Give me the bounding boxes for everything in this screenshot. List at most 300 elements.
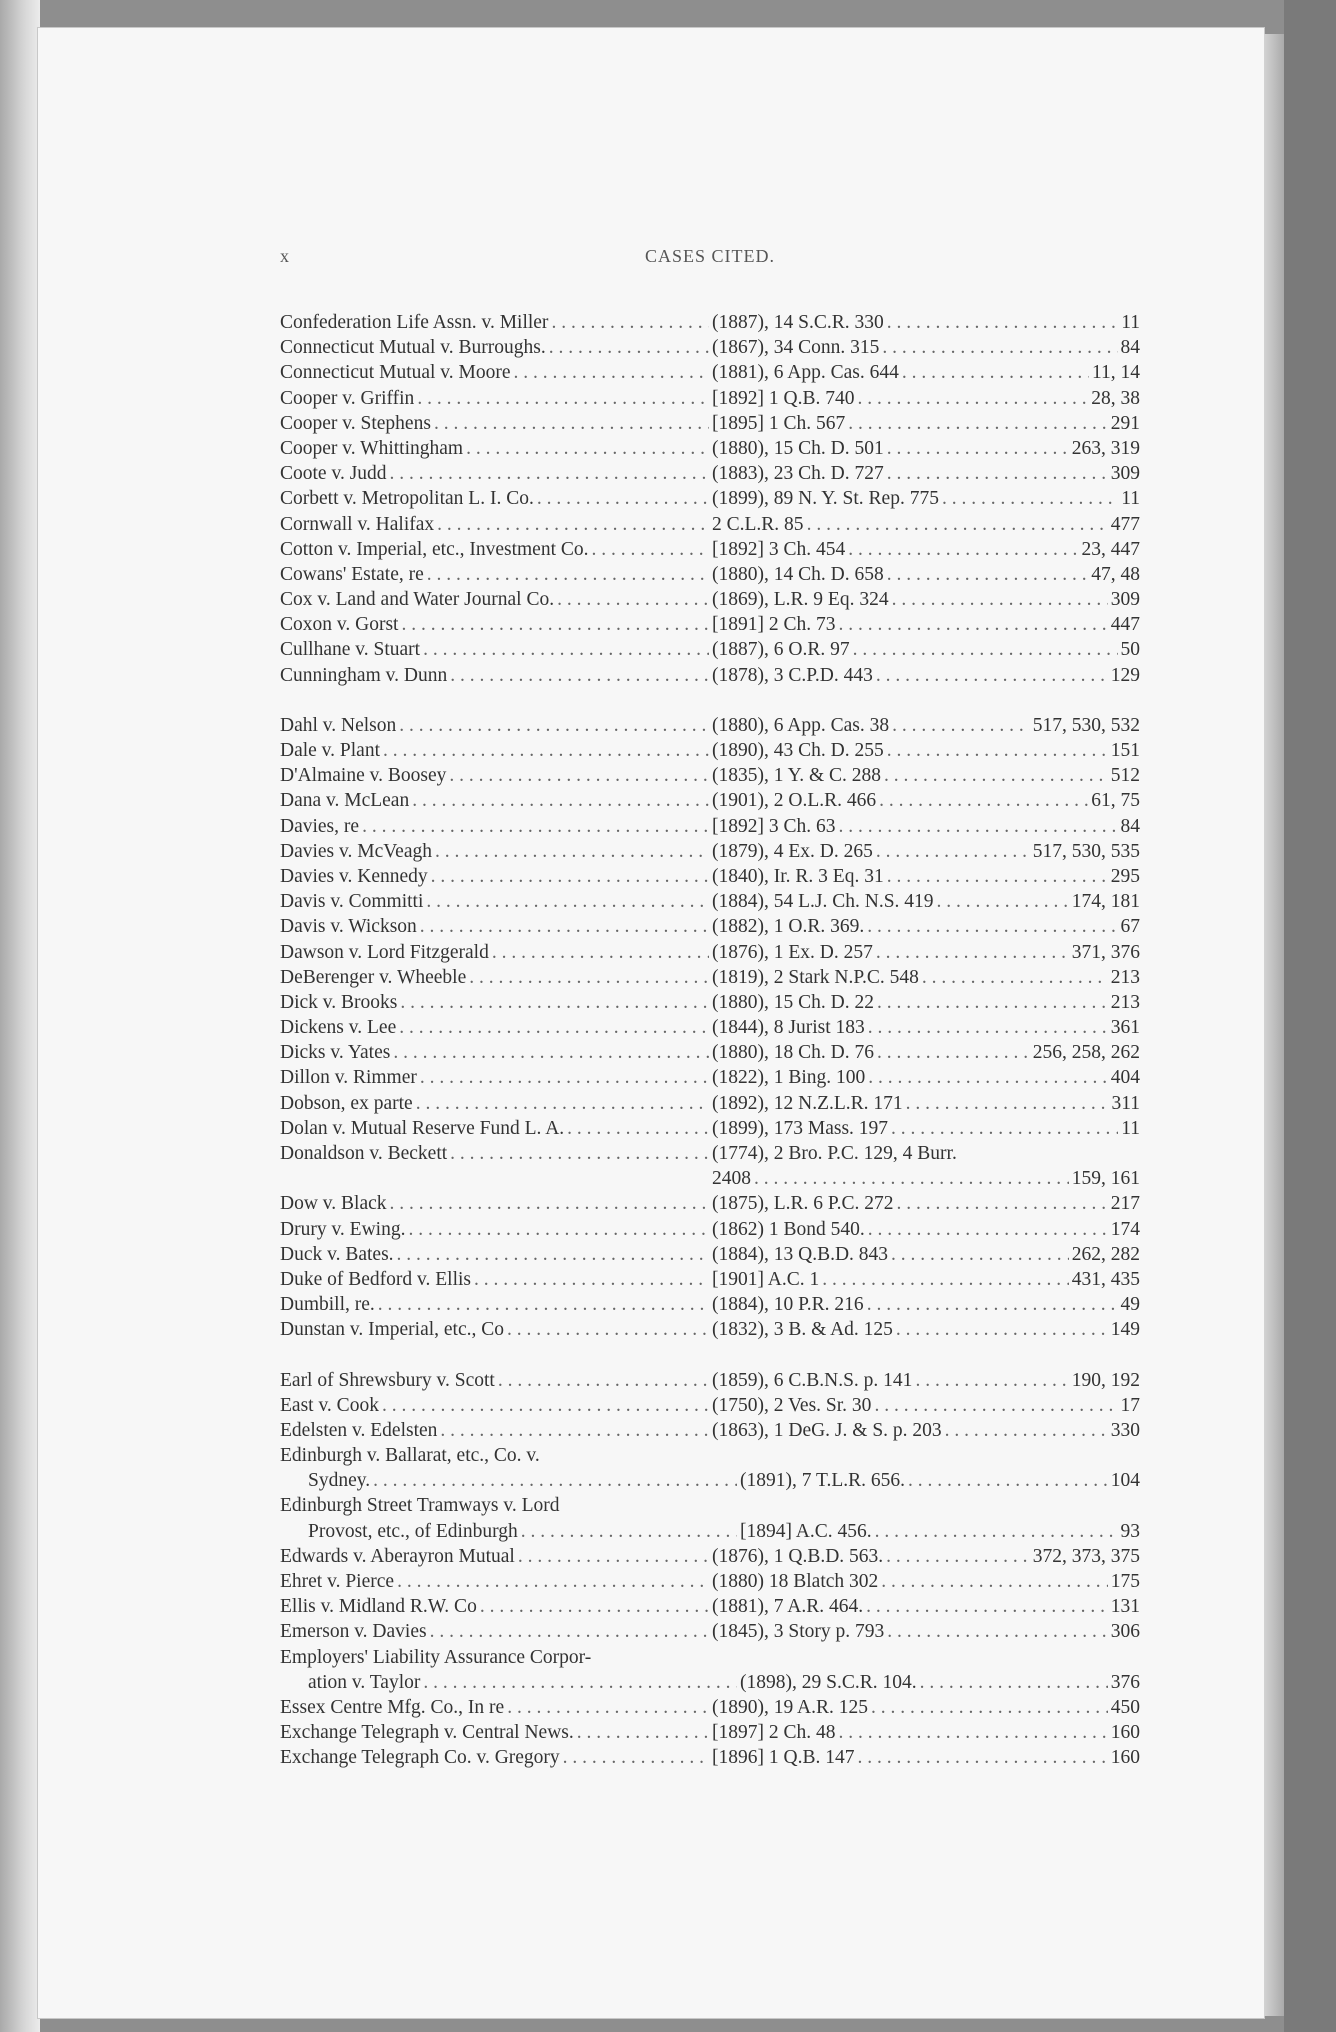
citation: (1876), 1 Ex. D. 257 bbox=[712, 941, 873, 963]
citation: [1892] 3 Ch. 454 bbox=[712, 538, 846, 560]
case-name: Dillon v. Rimmer bbox=[280, 1067, 417, 1089]
citation-column bbox=[712, 1116, 1121, 1141]
leader-dots bbox=[875, 1519, 1118, 1544]
case-name: Duck v. Bates. bbox=[280, 1243, 394, 1265]
citation-column bbox=[712, 1569, 1111, 1594]
citation: (1774), 2 Bro. P.C. 129, 4 Burr. bbox=[712, 1143, 957, 1164]
leader-dots bbox=[521, 1519, 737, 1544]
case-name: Corbett v. Metropolitan L. I. Co. bbox=[280, 488, 534, 510]
case-name: Provost, etc., of Edinburgh bbox=[308, 1520, 518, 1542]
citation: (1892), 12 N.Z.L.R. 171 bbox=[712, 1092, 903, 1114]
citation: (1869), L.R. 9 Eq. 324 bbox=[712, 589, 889, 611]
citation: [1896] 1 Q.B. 147 bbox=[712, 1747, 855, 1769]
leader-dots bbox=[400, 990, 709, 1015]
page-references: 28, 38 bbox=[1091, 387, 1140, 409]
page-references: 217 bbox=[1110, 1193, 1140, 1215]
case-name-column bbox=[280, 1040, 712, 1065]
leader-dots bbox=[871, 1695, 1108, 1720]
page-references: 376 bbox=[1110, 1671, 1140, 1693]
page-references: 263, 319 bbox=[1071, 437, 1140, 459]
leader-dots bbox=[807, 512, 1108, 537]
leader-dots bbox=[549, 335, 709, 360]
case-name-column bbox=[280, 965, 712, 990]
leader-dots bbox=[393, 1040, 709, 1065]
case-entry bbox=[280, 1645, 1140, 1670]
case-name-column bbox=[280, 1368, 712, 1393]
case-name: Davis v. Committi bbox=[280, 891, 424, 913]
case-name-column bbox=[280, 1468, 740, 1493]
case-name: Dawson v. Lord Fitzgerald bbox=[280, 941, 489, 963]
citation: (1863), 1 DeG. J. & S. p. 203 bbox=[712, 1419, 942, 1441]
page-references: 11 bbox=[1121, 312, 1140, 333]
case-name-column bbox=[280, 1695, 712, 1720]
case-entry bbox=[280, 763, 1140, 788]
citation: (1882), 1 O.R. 369. bbox=[712, 916, 865, 938]
case-name-column bbox=[280, 864, 712, 889]
case-entry bbox=[280, 386, 1140, 411]
case-name: Ehret v. Pierce bbox=[280, 1571, 395, 1592]
leader-dots bbox=[383, 738, 709, 763]
case-name: Dahl v. Nelson bbox=[280, 714, 397, 736]
leader-dots bbox=[563, 1745, 709, 1770]
case-name-column bbox=[280, 562, 712, 587]
leader-dots bbox=[518, 1544, 709, 1569]
citation: (1880), 15 Ch. D. 22 bbox=[712, 991, 874, 1013]
leader-dots bbox=[567, 1116, 709, 1141]
case-name: Cooper v. Griffin bbox=[280, 387, 415, 409]
leader-dots bbox=[492, 940, 709, 965]
case-name-column bbox=[280, 1393, 712, 1418]
page-references: 213 bbox=[1110, 966, 1140, 988]
citation-column bbox=[712, 310, 1121, 335]
page-references: 49 bbox=[1120, 1294, 1140, 1316]
citation: (1899), 89 N. Y. St. Rep. 775 bbox=[712, 488, 939, 510]
leader-dots bbox=[822, 1267, 1069, 1292]
citation: (1862) 1 Bond 540. bbox=[712, 1218, 865, 1240]
leader-dots bbox=[373, 1468, 737, 1493]
citation: (1890), 43 Ch. D. 255 bbox=[712, 740, 884, 761]
citation: (1878), 3 C.P.D. 443 bbox=[712, 664, 873, 686]
citation: (1750), 2 Ves. Sr. 30 bbox=[712, 1394, 872, 1416]
citation: [1891] 2 Ch. 73 bbox=[712, 614, 836, 636]
case-name: Davis v. Wickson bbox=[280, 916, 417, 938]
citation: (1875), L.R. 6 P.C. 272 bbox=[712, 1193, 894, 1215]
scan-left-margin bbox=[0, 0, 40, 2032]
leader-dots bbox=[922, 965, 1108, 990]
case-entry bbox=[280, 889, 1140, 914]
citation-column bbox=[712, 360, 1092, 385]
leader-dots bbox=[839, 1720, 1108, 1745]
case-entry bbox=[280, 637, 1140, 662]
case-entry bbox=[280, 1091, 1140, 1116]
case-name-column bbox=[280, 1267, 712, 1292]
case-name-column bbox=[280, 940, 712, 965]
citation: (1879), 4 Ex. D. 265 bbox=[712, 840, 873, 862]
page-references: 175 bbox=[1110, 1571, 1140, 1592]
leader-dots bbox=[754, 1166, 1069, 1191]
case-entry bbox=[280, 1191, 1140, 1216]
page-references: 295 bbox=[1110, 865, 1140, 887]
leader-dots bbox=[397, 1242, 709, 1267]
leader-dots bbox=[557, 587, 709, 612]
leader-dots bbox=[537, 486, 709, 511]
case-name: Dow v. Black bbox=[280, 1193, 387, 1215]
case-name: Coxon v. Gorst bbox=[280, 614, 399, 636]
page-references: 23, 447 bbox=[1081, 538, 1140, 560]
citation-column bbox=[712, 965, 1111, 990]
leader-dots bbox=[881, 1569, 1107, 1594]
case-entry bbox=[280, 512, 1140, 537]
citation-column bbox=[712, 411, 1111, 436]
case-entry bbox=[280, 663, 1140, 688]
page-references: 131 bbox=[1110, 1596, 1140, 1618]
leader-dots bbox=[848, 537, 1078, 562]
case-entry bbox=[280, 1040, 1140, 1065]
page-references: 371, 376 bbox=[1071, 941, 1140, 963]
case-name-column bbox=[280, 1065, 712, 1090]
case-entry bbox=[280, 1317, 1140, 1342]
case-entry bbox=[280, 612, 1140, 637]
case-name: Dickens v. Lee bbox=[280, 1017, 397, 1039]
citation-column bbox=[712, 436, 1072, 461]
leader-dots bbox=[416, 1091, 709, 1116]
case-name-column bbox=[280, 310, 712, 335]
case-entry bbox=[280, 839, 1140, 864]
case-entry bbox=[280, 788, 1140, 813]
case-name: D'Almaine v. Boosey bbox=[280, 765, 447, 787]
case-name: Edinburgh v. Ballarat, etc., Co. v. bbox=[280, 1445, 540, 1467]
page-references: 477 bbox=[1110, 513, 1140, 535]
leader-dots bbox=[839, 814, 1118, 839]
page-references: 160 bbox=[1110, 1747, 1140, 1769]
leader-dots bbox=[868, 1065, 1107, 1090]
leader-dots bbox=[876, 663, 1108, 688]
leader-dots bbox=[408, 1217, 709, 1242]
case-name: Edinburgh Street Tramways v. Lord bbox=[280, 1495, 560, 1517]
page-references: 517, 530, 532 bbox=[1032, 714, 1140, 736]
case-entry bbox=[280, 1720, 1140, 1745]
case-name-column bbox=[280, 1217, 712, 1242]
case-entry bbox=[280, 1267, 1140, 1292]
citation-column bbox=[712, 537, 1082, 562]
case-name: Duke of Bedford v. Ellis bbox=[280, 1268, 471, 1290]
citation-column bbox=[740, 1670, 1111, 1695]
citation: 2 C.L.R. 85 bbox=[712, 513, 804, 535]
case-name: Cullhane v. Stuart bbox=[280, 639, 421, 661]
citation: (1867), 34 Conn. 315 bbox=[712, 337, 880, 359]
page-references: 61, 75 bbox=[1091, 790, 1140, 812]
case-entry bbox=[280, 1519, 1140, 1544]
case-entry bbox=[280, 562, 1140, 587]
case-name-column bbox=[280, 889, 712, 914]
leader-dots bbox=[390, 461, 709, 486]
citation-column bbox=[740, 1519, 1121, 1544]
citation: [1901] A.C. 1 bbox=[712, 1268, 820, 1290]
page-header bbox=[280, 246, 1140, 274]
leader-dots bbox=[440, 1418, 709, 1443]
citation: (1880) 18 Blatch 302 bbox=[712, 1571, 879, 1592]
case-name: Dicks v. Yates bbox=[280, 1042, 391, 1064]
leader-dots bbox=[420, 1065, 709, 1090]
citation-column bbox=[712, 1720, 1111, 1745]
citation: (1891), 7 T.L.R. 656. bbox=[740, 1470, 906, 1492]
page-references: 256, 258, 262 bbox=[1032, 1042, 1140, 1064]
case-name-column bbox=[280, 1191, 712, 1216]
leader-dots bbox=[362, 814, 709, 839]
leader-dots bbox=[887, 461, 1108, 486]
leader-dots bbox=[902, 360, 1089, 385]
leader-dots bbox=[848, 411, 1108, 436]
case-name-column bbox=[280, 587, 712, 612]
citation-column bbox=[712, 713, 1033, 738]
case-name: Earl of Shrewsbury v. Scott bbox=[280, 1369, 495, 1391]
leader-dots bbox=[378, 1292, 709, 1317]
case-name: Edwards v. Aberayron Mutual bbox=[280, 1545, 515, 1567]
citation: (1835), 1 Y. & C. 288 bbox=[712, 765, 882, 787]
leader-dots bbox=[877, 990, 1108, 1015]
citation-column bbox=[712, 1317, 1111, 1342]
leader-dots bbox=[435, 839, 709, 864]
leader-dots bbox=[417, 386, 709, 411]
case-entry bbox=[280, 1166, 1140, 1191]
leader-dots bbox=[449, 763, 709, 788]
leader-dots bbox=[891, 1116, 1118, 1141]
citation: (1898), 29 S.C.R. 104. bbox=[740, 1671, 917, 1693]
leader-dots bbox=[450, 663, 709, 688]
citation: (1890), 19 A.R. 125 bbox=[712, 1696, 868, 1718]
case-name: Confederation Life Assn. v. Miller bbox=[280, 312, 549, 333]
case-name: Davies, re bbox=[280, 815, 360, 837]
case-name: Dobson, ex parte bbox=[280, 1092, 413, 1114]
case-name: Cox v. Land and Water Journal Co. bbox=[280, 589, 555, 611]
case-name-column bbox=[280, 1015, 712, 1040]
leader-dots bbox=[426, 889, 709, 914]
leader-dots bbox=[577, 1720, 709, 1745]
page-references: 372, 373, 375 bbox=[1032, 1545, 1140, 1567]
citation: (1880), 15 Ch. D. 501 bbox=[712, 437, 884, 459]
case-name-column bbox=[280, 436, 712, 461]
case-entry bbox=[280, 1443, 1140, 1468]
citation-column bbox=[712, 1091, 1111, 1116]
citation: [1895] 1 Ch. 567 bbox=[712, 412, 846, 434]
case-entry bbox=[280, 486, 1140, 511]
case-name-column bbox=[280, 839, 712, 864]
case-name-column bbox=[280, 461, 712, 486]
leader-dots bbox=[867, 914, 1117, 939]
case-name: Coote v. Judd bbox=[280, 463, 387, 485]
case-entry bbox=[280, 1015, 1140, 1040]
case-entry bbox=[280, 1116, 1140, 1141]
leader-dots bbox=[874, 1393, 1117, 1418]
page-references: 262, 282 bbox=[1071, 1243, 1140, 1265]
citation-column bbox=[712, 1594, 1111, 1619]
case-entry bbox=[280, 1065, 1140, 1090]
leader-dots bbox=[868, 1015, 1108, 1040]
page-references: 309 bbox=[1110, 463, 1140, 485]
case-name-column bbox=[280, 637, 712, 662]
case-name: Sydney. bbox=[308, 1470, 371, 1492]
page-references: 129 bbox=[1110, 664, 1140, 686]
leader-dots bbox=[551, 310, 709, 335]
case-entry bbox=[280, 864, 1140, 889]
case-name-column bbox=[280, 1141, 712, 1166]
leader-dots bbox=[592, 537, 709, 562]
case-entry bbox=[280, 1368, 1140, 1393]
page-references: 67 bbox=[1120, 916, 1140, 938]
leader-dots bbox=[420, 914, 709, 939]
case-entry bbox=[280, 1141, 1140, 1166]
case-entry bbox=[280, 1418, 1140, 1443]
case-name-column bbox=[280, 612, 712, 637]
citation-column bbox=[712, 763, 1111, 788]
citation-column bbox=[712, 990, 1111, 1015]
case-name: East v. Cook bbox=[280, 1394, 379, 1416]
citation: (1844), 8 Jurist 183 bbox=[712, 1017, 865, 1039]
citation: (1887), 14 S.C.R. 330 bbox=[712, 312, 884, 333]
cases-cited-list bbox=[280, 310, 1140, 1771]
citation-column bbox=[712, 512, 1111, 537]
case-name-column bbox=[280, 1317, 712, 1342]
citation: (1887), 6 O.R. 97 bbox=[712, 639, 850, 661]
leader-dots bbox=[882, 335, 1117, 360]
leader-dots bbox=[466, 436, 709, 461]
case-name: Cooper v. Whittingham bbox=[280, 437, 464, 459]
citation-column bbox=[712, 1065, 1111, 1090]
citation-column bbox=[712, 663, 1111, 688]
case-entry bbox=[280, 1393, 1140, 1418]
page-references: 190, 192 bbox=[1071, 1369, 1140, 1391]
leader-dots bbox=[876, 940, 1069, 965]
case-entry bbox=[280, 436, 1140, 461]
case-entry bbox=[280, 411, 1140, 436]
case-name-column bbox=[280, 713, 712, 738]
case-entry bbox=[280, 1468, 1140, 1493]
case-name-column bbox=[280, 1292, 712, 1317]
case-name: Dale v. Plant bbox=[280, 740, 381, 761]
leader-dots bbox=[423, 1670, 737, 1695]
case-name-column bbox=[280, 663, 712, 688]
leader-dots bbox=[896, 1191, 1107, 1216]
page-references: 151 bbox=[1110, 740, 1140, 761]
citation-column bbox=[712, 1418, 1111, 1443]
case-name: Edelsten v. Edelsten bbox=[280, 1419, 438, 1441]
citation-column bbox=[712, 486, 1121, 511]
citation: (1883), 23 Ch. D. 727 bbox=[712, 463, 884, 485]
citation-column bbox=[712, 1544, 1033, 1569]
page-references: 517, 530, 535 bbox=[1032, 840, 1140, 862]
page-references: 330 bbox=[1110, 1419, 1140, 1441]
leader-dots bbox=[427, 562, 709, 587]
citation: (1859), 6 C.B.N.S. p. 141 bbox=[712, 1369, 913, 1391]
case-entry bbox=[280, 814, 1140, 839]
case-name: Davies v. McVeagh bbox=[280, 840, 432, 862]
page-references: 431, 435 bbox=[1071, 1268, 1140, 1290]
leader-dots bbox=[397, 1569, 709, 1594]
case-name: Davies v. Kennedy bbox=[280, 865, 428, 887]
page-references: 159, 161 bbox=[1071, 1168, 1140, 1190]
citation: (1876), 1 Q.B.D. 563. bbox=[712, 1545, 884, 1567]
case-name: ation v. Taylor bbox=[308, 1671, 421, 1693]
citation-column bbox=[712, 335, 1121, 360]
leader-dots bbox=[507, 1317, 709, 1342]
scan-right-margin bbox=[1284, 0, 1336, 2032]
citation-column bbox=[712, 1191, 1111, 1216]
page-references: 291 bbox=[1110, 412, 1140, 434]
page-references: 11, 14 bbox=[1091, 362, 1140, 384]
citation: (1840), Ir. R. 3 Eq. 31 bbox=[712, 865, 884, 887]
case-name-column bbox=[280, 1242, 712, 1267]
leader-dots bbox=[892, 713, 1030, 738]
case-name: Connecticut Mutual v. Moore bbox=[280, 362, 511, 384]
case-entry bbox=[280, 1670, 1140, 1695]
citation-column bbox=[712, 814, 1121, 839]
leader-dots bbox=[399, 713, 709, 738]
citation: (1881), 6 App. Cas. 644 bbox=[712, 362, 899, 384]
case-name-column bbox=[280, 1745, 712, 1770]
case-name: Emerson v. Davies bbox=[280, 1621, 427, 1643]
case-entry bbox=[280, 1217, 1140, 1242]
page-references: 174 bbox=[1110, 1218, 1140, 1240]
case-entry bbox=[280, 310, 1140, 335]
leader-dots bbox=[887, 562, 1089, 587]
case-name-column bbox=[280, 738, 712, 763]
case-entry bbox=[280, 990, 1140, 1015]
leader-dots bbox=[937, 889, 1069, 914]
case-name-column bbox=[280, 486, 712, 511]
leader-dots bbox=[920, 1670, 1108, 1695]
leader-dots bbox=[401, 612, 709, 637]
citation-column bbox=[712, 738, 1111, 763]
case-name: Donaldson v. Beckett bbox=[280, 1143, 448, 1164]
case-entry bbox=[280, 335, 1140, 360]
citation-column bbox=[712, 637, 1121, 662]
leader-dots bbox=[434, 411, 709, 436]
citation-column bbox=[712, 1368, 1072, 1393]
page-references: 93 bbox=[1120, 1520, 1140, 1542]
page-edge bbox=[1264, 34, 1284, 2016]
citation-column bbox=[712, 1217, 1111, 1242]
leader-dots bbox=[942, 486, 1118, 511]
page-references: 512 bbox=[1110, 765, 1140, 787]
case-entry bbox=[280, 914, 1140, 939]
page-references: 450 bbox=[1110, 1696, 1140, 1718]
citation: (1884), 13 Q.B.D. 843 bbox=[712, 1243, 889, 1265]
leader-dots bbox=[884, 763, 1108, 788]
leader-dots bbox=[915, 1368, 1068, 1393]
page-references: 104 bbox=[1110, 1470, 1140, 1492]
citation-column bbox=[712, 386, 1091, 411]
leader-dots bbox=[945, 1418, 1108, 1443]
case-entry bbox=[280, 1695, 1140, 1720]
citation-column bbox=[712, 839, 1033, 864]
leader-dots bbox=[868, 1217, 1108, 1242]
citation-column bbox=[712, 562, 1091, 587]
citation-column bbox=[712, 1619, 1111, 1644]
case-name-column bbox=[280, 537, 712, 562]
case-name-column bbox=[280, 990, 712, 1015]
case-name-column bbox=[280, 411, 712, 436]
page-title: CASES CITED. bbox=[644, 246, 775, 266]
case-name: Dunstan v. Imperial, etc., Co bbox=[280, 1319, 505, 1341]
citation: (1881), 7 A.R. 464. bbox=[712, 1596, 864, 1618]
case-name: Dolan v. Mutual Reserve Fund L. A. bbox=[280, 1117, 565, 1139]
citation: (1880), 14 Ch. D. 658 bbox=[712, 563, 884, 585]
citation-column bbox=[712, 914, 1121, 939]
case-name: Cooper v. Stephens bbox=[280, 412, 431, 434]
case-entry bbox=[280, 1242, 1140, 1267]
leader-dots bbox=[887, 864, 1108, 889]
citation-column bbox=[712, 788, 1091, 813]
